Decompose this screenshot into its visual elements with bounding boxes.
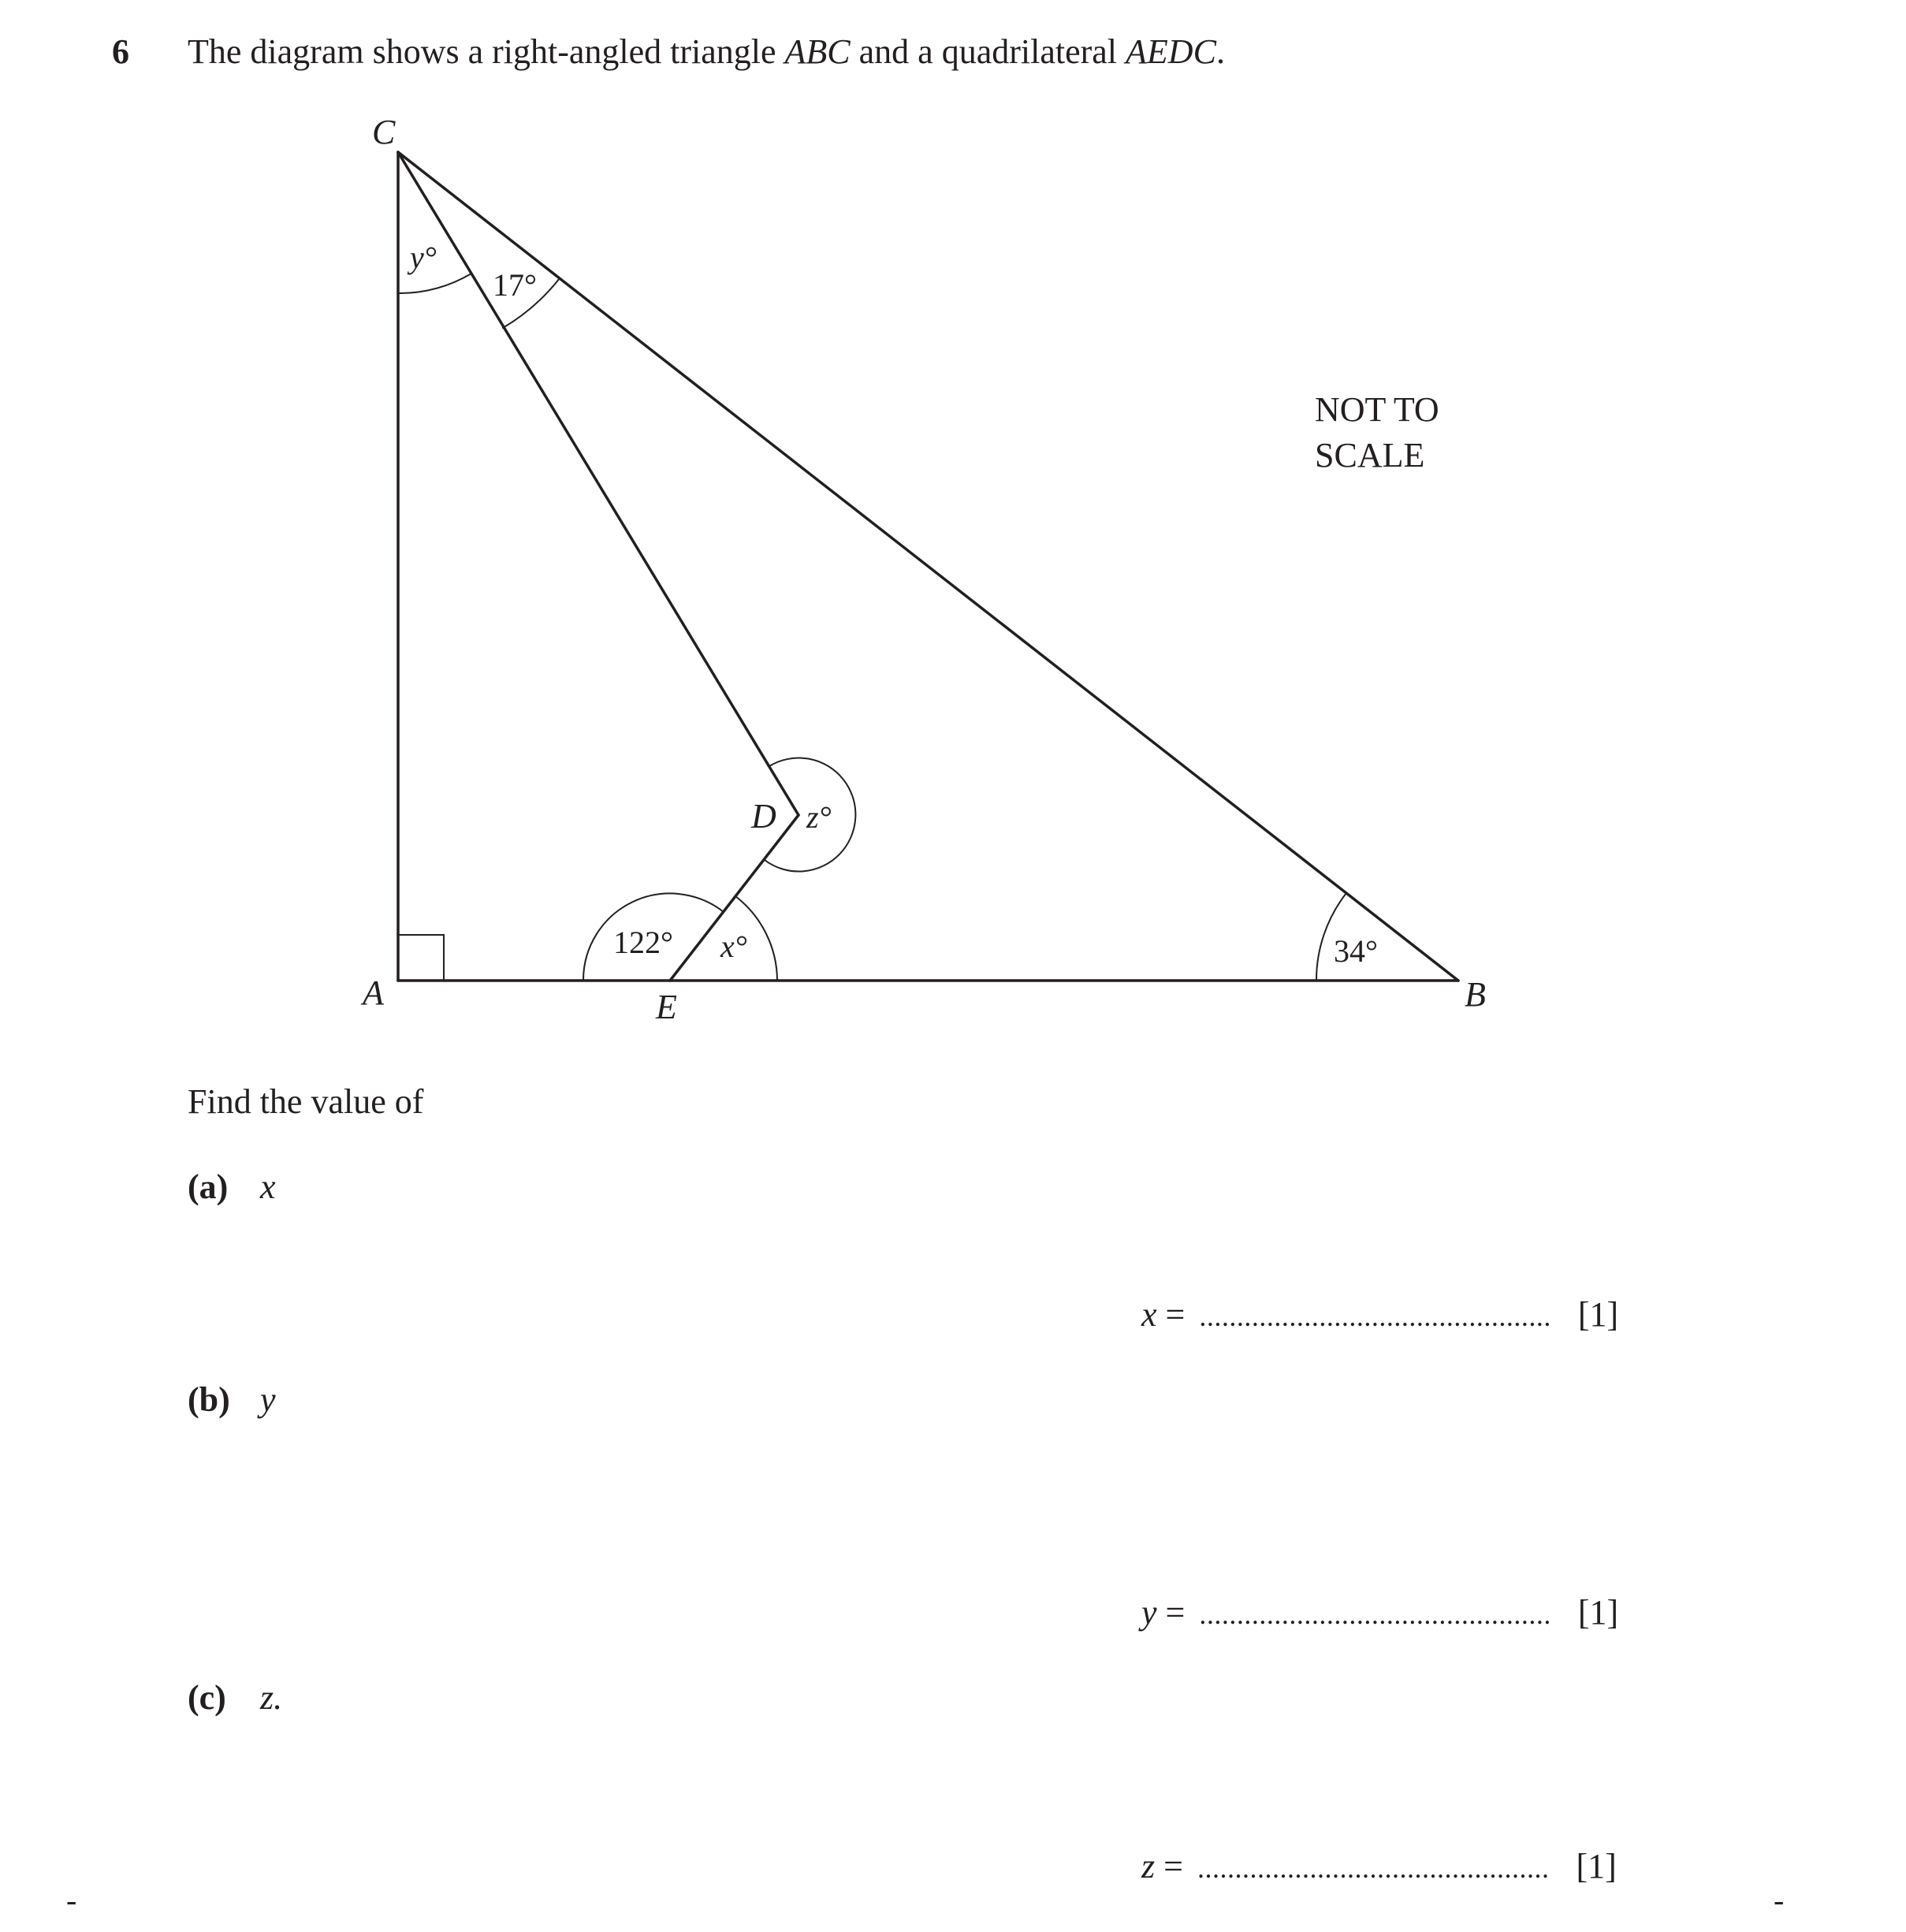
part-a — [188, 1165, 276, 1209]
answer-line-z[interactable] — [1141, 1845, 1617, 1890]
answer-equals: = — [1156, 1593, 1186, 1632]
not-to-scale-line2: SCALE — [1315, 436, 1425, 475]
angle-label-y: y° — [410, 240, 437, 275]
question-text-part: . — [1215, 32, 1225, 71]
part-label: (c) — [188, 1678, 226, 1717]
angle-label-34: 34° — [1334, 933, 1378, 969]
right-angle-marker — [398, 935, 444, 981]
answer-line-y[interactable] — [1141, 1591, 1618, 1636]
marks-label: [1] — [1576, 1847, 1617, 1885]
answer-dots[interactable]: ............................................... — [1199, 1599, 1551, 1630]
part-label: (a) — [188, 1167, 229, 1206]
part-c — [188, 1676, 282, 1720]
part-variable: x — [260, 1167, 276, 1206]
triangle-name: ABC — [784, 32, 851, 71]
vertex-label-d: D — [751, 797, 776, 836]
vertex-label-e: E — [656, 988, 677, 1026]
question-text-part: and a quadrilateral — [850, 32, 1126, 71]
quadrilateral-name: AEDC — [1126, 32, 1216, 71]
side-cb — [398, 152, 1458, 981]
answer-variable: z — [1141, 1847, 1156, 1885]
side-cd — [398, 152, 799, 815]
angle-label-z: z° — [806, 799, 832, 835]
question-number: 6 — [112, 32, 129, 71]
part-variable: y — [260, 1380, 276, 1419]
answer-equals: = — [1155, 1847, 1183, 1885]
part-label: (b) — [188, 1380, 230, 1419]
answer-line-x[interactable] — [1141, 1293, 1618, 1338]
vertex-label-b: B — [1465, 975, 1486, 1014]
part-b — [188, 1378, 276, 1422]
vertex-label-c: C — [372, 113, 396, 151]
answer-variable: y — [1141, 1593, 1157, 1632]
answer-dots[interactable]: ............................................... — [1197, 1852, 1550, 1884]
not-to-scale-line1: NOT TO — [1315, 390, 1439, 429]
angle-label-17: 17° — [493, 267, 537, 303]
marks-label: [1] — [1577, 1593, 1619, 1632]
answer-dots[interactable]: ............................................... — [1199, 1301, 1551, 1332]
edge-mark-right: - — [1774, 1882, 1785, 1918]
angle-label-x: x° — [720, 929, 747, 964]
part-variable: z. — [260, 1678, 283, 1717]
answer-equals: = — [1156, 1295, 1186, 1334]
question-text-part: The diagram shows a right-angled triangle — [188, 32, 785, 71]
answer-variable: x — [1141, 1295, 1157, 1334]
find-prompt: Find the value of — [188, 1082, 424, 1121]
edge-mark-left: - — [66, 1882, 77, 1918]
vertex-label-a: A — [363, 973, 384, 1012]
arc-y — [398, 274, 471, 293]
marks-label: [1] — [1577, 1295, 1619, 1334]
angle-label-122: 122° — [613, 925, 673, 960]
